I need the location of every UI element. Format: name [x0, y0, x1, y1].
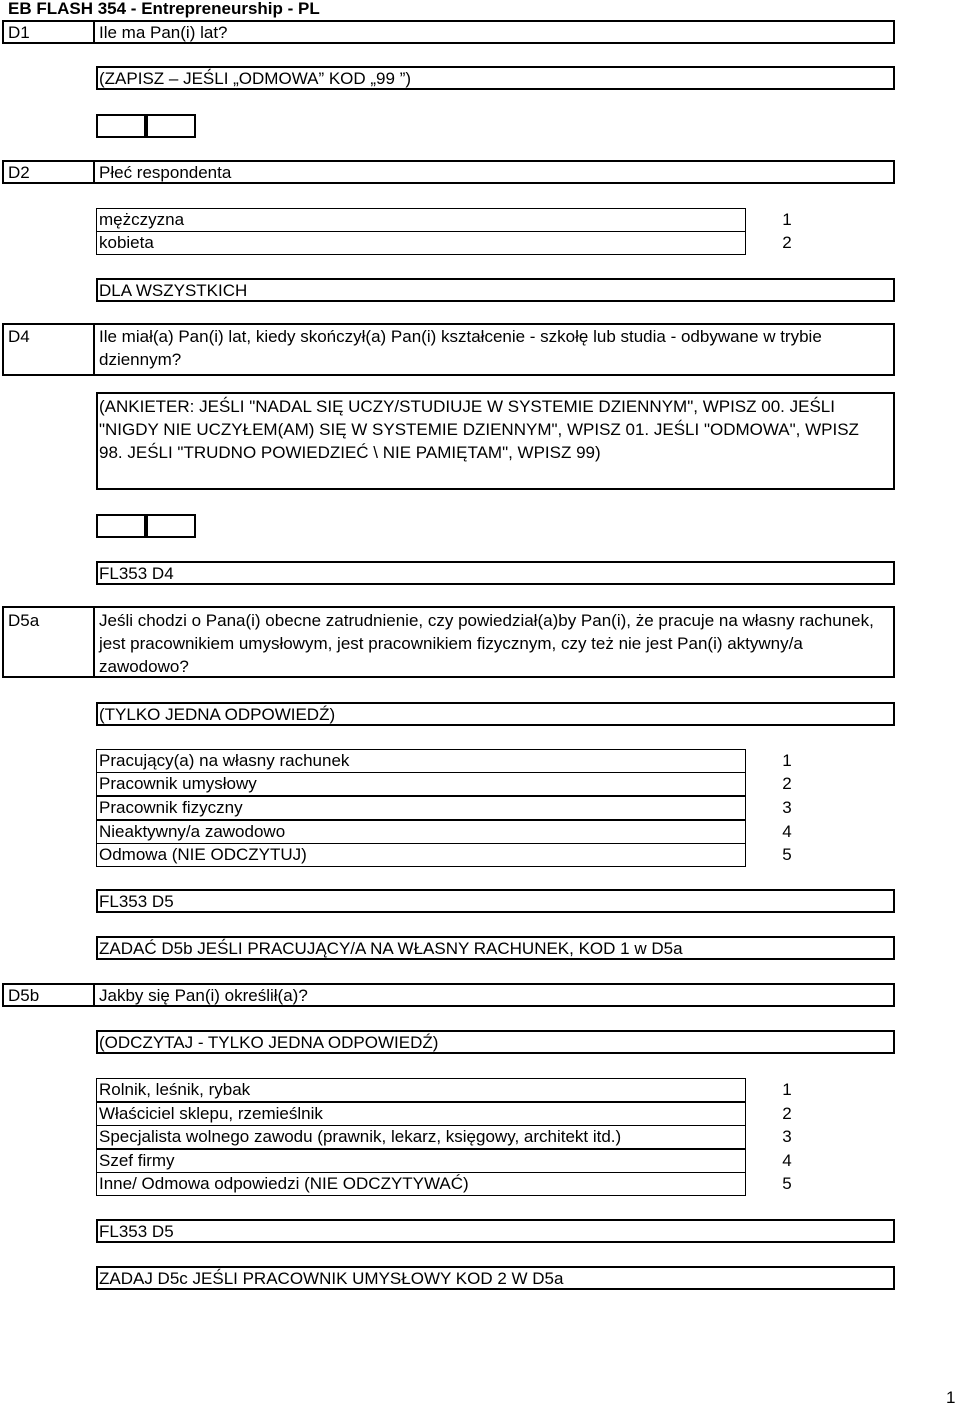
d5b-question: Jakby się Pan(i) określił(a)? — [99, 986, 308, 1005]
d5a-option-2-code: 2 — [782, 774, 792, 793]
document-title: EB FLASH 354 - Entrepreneurship - PL — [8, 0, 320, 18]
d5b-option-5-code: 5 — [782, 1174, 792, 1193]
d5a-divider — [93, 606, 95, 678]
d5b-option-2-code: 2 — [782, 1104, 792, 1123]
d2-filter: DLA WSZYSTKICH — [99, 281, 248, 300]
d2-option-2[interactable] — [96, 231, 746, 255]
option-label: Szef firmy — [99, 1151, 175, 1170]
d5a-filter: ZADAĆ D5b JEŚLI PRACUJĄCY/A NA WŁASNY RACHUNEK, KOD 1 w D5a — [99, 939, 683, 958]
d5a-option-4-code: 4 — [782, 822, 792, 841]
d1-code: D1 — [8, 23, 30, 42]
page-number: 1 — [946, 1388, 956, 1407]
d5b-ref-box — [96, 1219, 895, 1243]
d2-question: Płeć respondenta — [99, 163, 232, 182]
option-label: Inne/ Odmowa odpowiedzi (NIE ODCZYTYWAĆ) — [99, 1174, 469, 1193]
d5a-option-2[interactable] — [96, 772, 746, 796]
d5b-code: D5b — [8, 986, 40, 1005]
option-label: Pracownik fizyczny — [99, 798, 243, 817]
d4-divider — [93, 323, 95, 376]
d5a-ref: FL353 D5 — [99, 892, 174, 911]
d1-answer-digit-1[interactable] — [96, 114, 146, 138]
d5a-instruction: (TYLKO JEDNA ODPOWIEDŹ) — [99, 705, 336, 724]
d5b-option-4-code: 4 — [782, 1151, 792, 1170]
d2-option-2-code: 2 — [782, 233, 792, 252]
d5b-instruction: (ODCZYTAJ - TYLKO JEDNA ODPOWIEDŹ) — [99, 1033, 439, 1052]
d2-option-1[interactable] — [96, 208, 746, 232]
d2-divider — [93, 160, 95, 184]
d5a-option-4[interactable] — [96, 820, 746, 844]
d1-question: Ile ma Pan(i) lat? — [99, 23, 228, 42]
d1-divider — [93, 20, 95, 44]
d5a-option-1-code: 1 — [782, 751, 792, 770]
d5b-option-3-code: 3 — [782, 1127, 792, 1146]
d5a-question: Jeśli chodzi o Pana(i) obecne zatrudnienie, czy powiedział(a)by Pan(i), że pracuje na własny rachunek, jest pracownikiem umysłowym, jest pracownikiem fizycznym, czy też nie jest Pan(i) aktywny/a zawodowo? — [99, 611, 874, 676]
d1-answer-digit-2[interactable] — [146, 114, 196, 138]
option-label: Pracownik umysłowy — [99, 774, 257, 793]
d5a-ref-box — [96, 889, 895, 913]
d5b-option-4[interactable] — [96, 1149, 746, 1173]
d5a-option-5[interactable] — [96, 843, 746, 867]
d5b-option-5[interactable] — [96, 1172, 746, 1196]
d2-option-1-code: 1 — [782, 210, 792, 229]
option-label: Odmowa (NIE ODCZYTUJ) — [99, 845, 307, 864]
d4-question: Ile miał(a) Pan(i) lat, kiedy skończył(a) Pan(i) kształcenie - szkołę lub studia - odbywane w trybie dziennym? — [99, 327, 822, 369]
d5a-option-3-code: 3 — [782, 798, 792, 817]
d4-answer-digit-1[interactable] — [96, 514, 146, 538]
d5a-option-5-code: 5 — [782, 845, 792, 864]
d4-ref: FL353 D4 — [99, 564, 174, 583]
option-label: Rolnik, leśnik, rybak — [99, 1080, 251, 1099]
d5a-code: D5a — [8, 611, 40, 630]
d5b-option-1-code: 1 — [782, 1080, 792, 1099]
option-label: Właściciel sklepu, rzemieślnik — [99, 1104, 323, 1123]
option-label: kobieta — [99, 233, 154, 252]
option-label: Specjalista wolnego zawodu (prawnik, lekarz, księgowy, architekt itd.) — [99, 1127, 622, 1146]
d2-code: D2 — [8, 163, 30, 182]
option-label: mężczyzna — [99, 210, 185, 229]
d1-instruction: (ZAPISZ – JEŚLI „ODMOWA” KOD „99 ”) — [99, 69, 412, 88]
d4-instruction: (ANKIETER: JEŚLI "NADAL SIĘ UCZY/STUDIUJE W SYSTEMIE DZIENNYM", WPISZ 00. JEŚLI "NIGDY NIE UCZYŁEM(AM) SIĘ W SYSTEMIE DZIENNYM", WPISZ 01. JEŚLI "ODMOWA", WPISZ 98. JEŚLI "TRUDNO POWIEDZIEĆ \ NIE PAMIĘTAM", WPISZ 99) — [99, 397, 859, 462]
d5b-option-2[interactable] — [96, 1102, 746, 1126]
d5b-ref: FL353 D5 — [99, 1222, 174, 1241]
option-label: Nieaktywny/a zawodowo — [99, 822, 286, 841]
d4-code: D4 — [8, 327, 30, 346]
d5b-filter: ZADAJ D5c JEŚLI PRACOWNIK UMYSŁOWY KOD 2 W D5a — [99, 1269, 564, 1288]
d4-ref-box — [96, 561, 895, 585]
d5b-option-1[interactable] — [96, 1078, 746, 1102]
d5b-divider — [93, 983, 95, 1007]
d5a-option-1[interactable] — [96, 749, 746, 773]
d4-answer-digit-2[interactable] — [146, 514, 196, 538]
d5a-option-3[interactable] — [96, 796, 746, 820]
d5b-option-3[interactable] — [96, 1125, 746, 1149]
option-label: Pracujący(a) na własny rachunek — [99, 751, 350, 770]
